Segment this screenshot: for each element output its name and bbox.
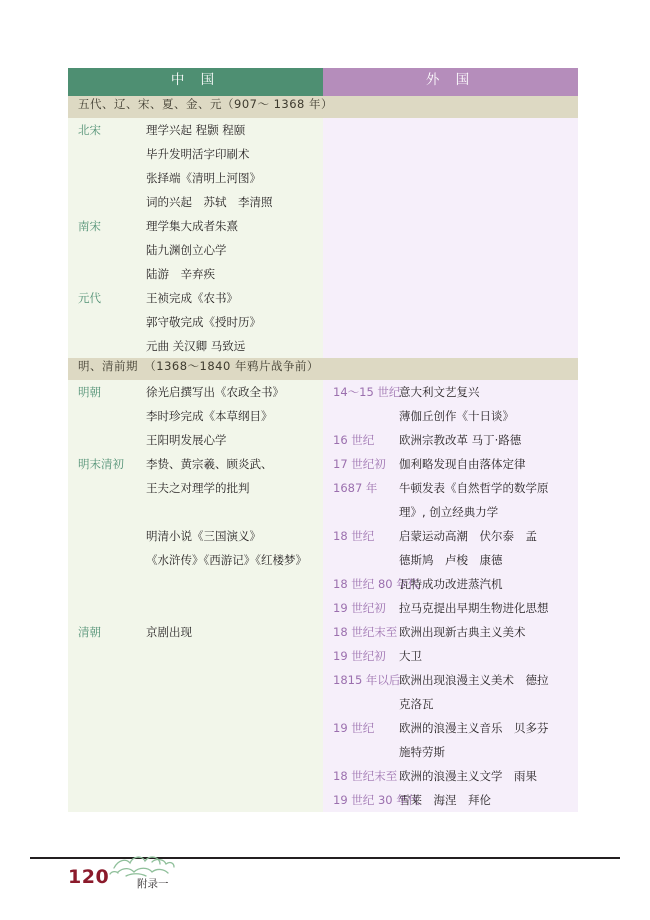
table-row bbox=[323, 404, 578, 428]
table-row bbox=[323, 740, 578, 764]
era-band-label-1: 五代、辽、宋、夏、金、元（907～ 1368 年） bbox=[68, 96, 578, 118]
header-foreign: 外 国 bbox=[323, 68, 578, 96]
foreign-event-text: 欧洲出现新古典主义美术 bbox=[399, 625, 526, 639]
dynasty-label: 明末清初 bbox=[78, 457, 124, 471]
table-row bbox=[68, 452, 323, 476]
table-row bbox=[68, 548, 323, 572]
foreign-event-text: 瓦特成功改进蒸汽机 bbox=[399, 577, 503, 591]
table-row bbox=[68, 524, 323, 548]
table-row bbox=[68, 596, 323, 620]
era-band-row-2 bbox=[68, 358, 578, 380]
table-row bbox=[68, 334, 323, 358]
china-event-text: 理学兴起 程颢 程颐 bbox=[146, 123, 246, 137]
table-row bbox=[323, 716, 578, 740]
foreign-event-text: 欧洲出现浪漫主义美术 德拉 bbox=[399, 673, 549, 687]
foreign-column-2 bbox=[323, 380, 578, 812]
foreign-event-text: 伽利略发现自由落体定律 bbox=[399, 457, 526, 471]
header-china: 中 国 bbox=[68, 68, 323, 96]
foreign-column-1 bbox=[323, 118, 578, 358]
foreign-event-text: 大卫 bbox=[399, 649, 422, 663]
dynasty-label: 元代 bbox=[78, 291, 101, 305]
table-row bbox=[68, 716, 323, 740]
table-row bbox=[323, 500, 578, 524]
dynasty-label: 明朝 bbox=[78, 385, 101, 399]
year-label: 1687 年 bbox=[333, 481, 378, 495]
table-row bbox=[68, 500, 323, 524]
table-row bbox=[323, 620, 578, 644]
year-label: 19 世纪初 bbox=[333, 649, 386, 663]
china-event-text: 陆九渊创立心学 bbox=[146, 243, 227, 257]
era-band-label-2: 明、清前期 （1368～1840 年鸦片战争前） bbox=[68, 358, 578, 380]
year-label: 18 世纪末至 bbox=[333, 625, 398, 639]
china-event-text: 理学集大成者朱熹 bbox=[146, 219, 238, 233]
table-header-row bbox=[68, 68, 578, 96]
foreign-event-text: 施特劳斯 bbox=[399, 745, 445, 759]
era-band-row-1 bbox=[68, 96, 578, 118]
year-label: 19 世纪 bbox=[333, 721, 375, 735]
table-row bbox=[68, 692, 323, 716]
history-comparison-table bbox=[68, 68, 578, 812]
section-content-row-2 bbox=[68, 380, 578, 812]
table-row bbox=[68, 380, 323, 404]
main-table bbox=[68, 68, 578, 812]
table-row bbox=[68, 286, 323, 310]
section-content-row-1 bbox=[68, 118, 578, 358]
table-row bbox=[68, 644, 323, 668]
table-row bbox=[68, 476, 323, 500]
dynasty-label: 北宋 bbox=[78, 123, 101, 137]
china-event-text: 张择端《清明上河图》 bbox=[146, 171, 261, 185]
year-label: 18 世纪 bbox=[333, 529, 375, 543]
table-row bbox=[323, 596, 578, 620]
table-row bbox=[323, 524, 578, 548]
table-row bbox=[323, 380, 578, 404]
china-column-1 bbox=[68, 118, 323, 358]
table-row bbox=[323, 428, 578, 452]
table-row bbox=[323, 668, 578, 692]
year-label: 18 世纪末至 bbox=[333, 769, 398, 783]
foreign-event-text: 牛顿发表《自然哲学的数学原 bbox=[399, 481, 549, 495]
footer-label: 附录一 bbox=[137, 878, 169, 890]
year-label: 19 世纪初 bbox=[333, 601, 386, 615]
table-row bbox=[323, 644, 578, 668]
china-event-text: 王阳明发展心学 bbox=[146, 433, 227, 447]
table-row bbox=[68, 142, 323, 166]
table-row bbox=[68, 788, 323, 812]
china-event-text: 王夫之对理学的批判 bbox=[146, 481, 250, 495]
dynasty-label: 清朝 bbox=[78, 625, 101, 639]
china-event-text: 元曲 关汉卿 马致远 bbox=[146, 339, 246, 353]
table-row bbox=[323, 548, 578, 572]
foreign-event-text: 欧洲的浪漫主义文学 雨果 bbox=[399, 769, 537, 783]
foreign-event-text: 拉马克提出早期生物进化思想 bbox=[399, 601, 549, 615]
table-row bbox=[68, 668, 323, 692]
table-row bbox=[68, 764, 323, 788]
table-row bbox=[323, 692, 578, 716]
foreign-event-text: 理》, 创立经典力学 bbox=[399, 505, 499, 519]
china-event-text: 陆游 辛弃疾 bbox=[146, 267, 215, 281]
foreign-event-text: 启蒙运动高潮 伏尔泰 孟 bbox=[399, 529, 537, 543]
china-event-text: 李时珍完成《本草纲目》 bbox=[146, 409, 273, 423]
china-event-text: 京剧出现 bbox=[146, 625, 192, 639]
china-event-text: 王祯完成《农书》 bbox=[146, 291, 238, 305]
table-row bbox=[68, 190, 323, 214]
china-event-text: 词的兴起 苏轼 李清照 bbox=[146, 195, 273, 209]
table-row bbox=[68, 428, 323, 452]
foreign-event-text: 德斯鸠 卢梭 康德 bbox=[399, 553, 503, 567]
china-column-2 bbox=[68, 380, 323, 812]
table-row bbox=[68, 620, 323, 644]
table-row bbox=[68, 740, 323, 764]
year-label: 14～15 世纪 bbox=[333, 385, 401, 399]
page-number: 120 bbox=[68, 866, 110, 888]
china-event-text: 毕升发明活字印刷术 bbox=[146, 147, 250, 161]
table-row bbox=[323, 452, 578, 476]
table-row bbox=[323, 764, 578, 788]
foreign-event-text: 意大利文艺复兴 bbox=[399, 385, 480, 399]
table-row bbox=[68, 238, 323, 262]
table-row bbox=[323, 476, 578, 500]
china-event-text: 徐光启撰写出《农政全书》 bbox=[146, 385, 284, 399]
table-row bbox=[68, 214, 323, 238]
china-event-text: 郭守敬完成《授时历》 bbox=[146, 315, 261, 329]
table-row bbox=[68, 118, 323, 142]
year-label: 17 世纪初 bbox=[333, 457, 386, 471]
china-event-text: 《水浒传》《西游记》《红楼梦》 bbox=[146, 553, 307, 567]
foreign-event-text: 欧洲宗教改革 马丁·路德 bbox=[399, 433, 522, 447]
year-label: 19 世纪 30 年代 bbox=[333, 793, 420, 807]
foreign-event-text: 欧洲的浪漫主义音乐 贝多芬 bbox=[399, 721, 549, 735]
table-row bbox=[68, 166, 323, 190]
dynasty-label: 南宋 bbox=[78, 219, 101, 233]
china-event-text: 李贽、黄宗羲、顾炎武、 bbox=[146, 457, 273, 471]
foreign-event-text: 雪莱 海涅 拜伦 bbox=[399, 793, 491, 807]
table-row bbox=[68, 262, 323, 286]
year-label: 1815 年以后 bbox=[333, 673, 401, 687]
foreign-event-text: 克洛瓦 bbox=[399, 697, 434, 711]
table-row bbox=[323, 788, 578, 812]
foreign-event-text: 薄伽丘创作《十日谈》 bbox=[399, 409, 514, 423]
year-label: 18 世纪 80 年代 bbox=[333, 577, 420, 591]
china-event-text: 明清小说《三国演义》 bbox=[146, 529, 261, 543]
table-row bbox=[68, 404, 323, 428]
table-row bbox=[68, 572, 323, 596]
year-label: 16 世纪 bbox=[333, 433, 375, 447]
table-row bbox=[323, 572, 578, 596]
table-row bbox=[68, 310, 323, 334]
